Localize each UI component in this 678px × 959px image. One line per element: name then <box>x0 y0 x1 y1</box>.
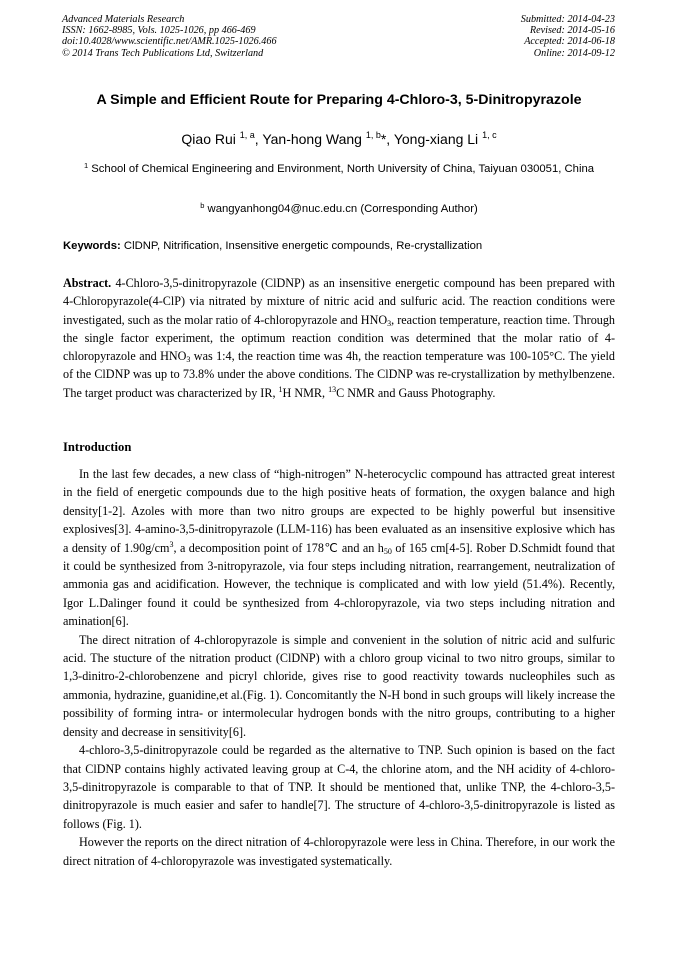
keywords-text: ClDNP, Nitrification, Insensitive energetic compounds, Re-crystallization <box>123 240 483 252</box>
paragraph: The direct nitration of 4-chloropyrazole is simple and convenient in the solution of nitric acid and sulfuric acid. The stucture of the nitration product (ClDNP) with a chloro group vicinal to two nitro groups, similar to 1,3-dinitro-2-chlorobenzene and picryl chloride, gives rise to good reactivity towards nucleophiles such as ammonia, hydrazine, guanidine,et al.(Fig. 1). Concomitantly the N-H bond in such groups will likely increase the possibility of forming intra- or intermolecular hydrogen bonds with the nitro groups, contributing to a higher density and decrease in sensitivity[6]. <box>63 632 615 739</box>
abstract-text: H NMR, <box>282 385 329 400</box>
author-list: Qiao Rui $^{1, a}$, Yan-hong Wang $^{1, b}$*, Yong-xiang Li $^{1, c}$ <box>181 130 497 147</box>
paragraph: 4-chloro-3,5-dinitropyrazole could be regarded as the alternative to TNP. Such opinion is based on the fact that ClDNP contains highly activated leaving group at C-4, the chlorine atom, and the NH acidity of 4-chloro-3,5-dinitropyrazole is comparable to that of TNP. It should be mentioned that, unlike TNP, the 4-chloro-3,5-dinitropyrazole is much easier and safer to handle[7]. The structure of 4-chloro-3,5-dinitropyrazole is listed as follows (Fig. 1). <box>63 743 615 831</box>
author-affiliation-mark: 1, b <box>365 130 381 140</box>
journal-header-left <box>62 14 277 59</box>
copyright-line: © 2014 Trans Tech Publications Ltd, Switzerland <box>62 47 264 59</box>
introduction-heading: Introduction <box>63 440 132 454</box>
accepted-date: Accepted: 2014-06-18 <box>524 36 615 48</box>
abstract-text: C NMR and Gauss Photography. <box>336 385 496 400</box>
paragraph-text: of 165 cm[4-5]. Rober D.Schmidt found that it could be synthesized from 3-nitropyrazole, via four steps including nitration, rearrangement, neutralization of ammonia gas and acidification. However, the technique is complicated and with low yield (51.4%). Recently, Igor L.Dalinger found it could be synthesized from 4-chloropyrazole, via two steps including nitration and amination[6]. <box>63 540 615 629</box>
author-name: Qiao Rui <box>181 131 236 147</box>
affiliation <box>70 160 608 179</box>
affiliation-text: School of Chemical Engineering and Environment, North University of China, Taiyuan 030051, China <box>91 163 595 175</box>
abstract-text: , reaction temperature, reaction time. Through the single factor experiment, the optimum reaction condition was determined that the molar ratio of 4-chloropyrazole and HNO <box>63 312 615 364</box>
author-name: Yan-hong Wang <box>262 131 362 147</box>
subscript: 50 <box>383 546 392 556</box>
paragraph: However the reports on the direct nitration of 4-chloropyrazole were less in China. Therefore, in our work the direct nitration of 4-chloropyrazole was investigated systematically. <box>63 835 615 868</box>
journal-name: Advanced Materials Research <box>62 14 185 25</box>
email-text: wangyanhong04@nuc.edu.cn (Corresponding Author) <box>207 203 478 215</box>
author-name: Yong-xiang Li <box>393 131 479 147</box>
subscript: 3 <box>186 355 191 365</box>
revised-date: Revised: 2014-05-16 <box>529 25 615 37</box>
author-affiliation-mark: 1, c <box>482 130 497 140</box>
email-mark: b <box>200 201 205 210</box>
online-date: Online: 2014-09-12 <box>533 47 615 59</box>
superscript: 1 <box>278 384 283 394</box>
subscript: 3 <box>387 318 392 328</box>
abstract <box>63 274 615 402</box>
keywords-label: Keywords: <box>63 240 121 252</box>
paragraph <box>63 465 615 631</box>
author-affiliation-mark: 1, a <box>239 130 255 140</box>
submitted-date: Submitted: 2014-04-23 <box>520 14 615 25</box>
journal-header-right <box>521 14 615 59</box>
superscript: 3 <box>169 539 174 549</box>
paragraph-text: , a decomposition point of 178℃ and an h <box>173 540 384 555</box>
doi-line: doi:10.4028/www.scientific.net/AMR.1025-1026.466 <box>62 36 277 48</box>
corresponding-email <box>0 203 678 215</box>
superscript: 13 <box>328 384 337 394</box>
paper-title: A Simple and Efficient Route for Preparing 4-Chloro-3, 5-Dinitropyrazole <box>96 92 582 108</box>
abstract-label: Abstract. <box>63 276 112 290</box>
paragraph-text: In the last few decades, a new class of “high-nitrogen” N-heterocyclic compound has attracted great interest in the field of energetic compounds due to the high positive heats of formation, the oxygen balance and high density[1-2]. Azoles with more than two nitro groups are expected to be highly powerful but insensitive explosives[3]. 4-amino-3,5-dinitropyrazole (LLM-116) has been evaluated as an insensitive explosive which has a density of 1.90g/cm <box>63 467 615 555</box>
affiliation-mark: 1 <box>83 161 89 170</box>
keywords <box>63 240 615 252</box>
issn-line: ISSN: 1662-8985, Vols. 1025-1026, pp 466-469 <box>62 25 256 37</box>
introduction-body <box>63 465 615 870</box>
abstract-text: was 1:4, the reaction time was 4h, the reaction temperature was 100-105°C. The yield of the ClDNP was up to 73.8% under the above conditions. The ClDNP was re-crystallization by methylbenzene. The target product was characterized by IR, <box>63 349 615 400</box>
abstract-text: 4-Chloro-3,5-dinitropyrazole (ClDNP) as an insensitive energetic compound has been prepared with 4-Chloropyrazole(4-ClP) via nitrated by mixture of nitric acid and sulfuric acid. The reaction conditions were investigated, such as the molar ratio of 4-chloropyrazole and HNO <box>63 276 615 327</box>
